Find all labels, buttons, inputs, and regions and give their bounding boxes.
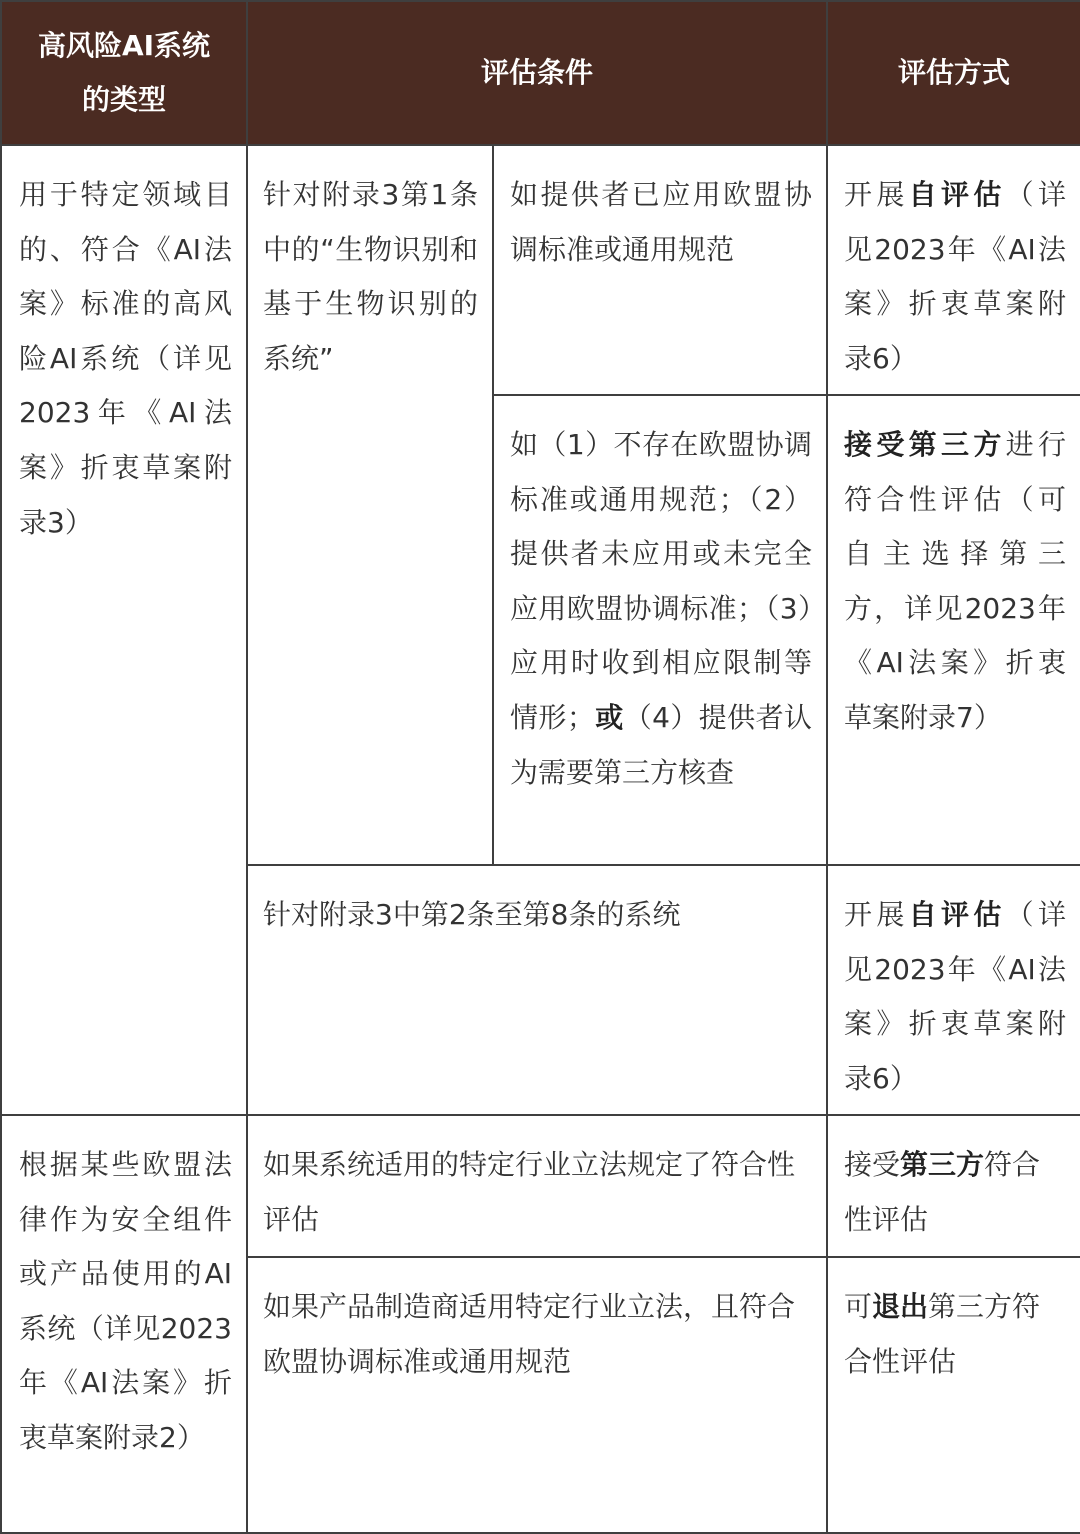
method-self-2-pre: 开展 [844, 898, 909, 931]
method-self-1-pre: 开展 [844, 178, 909, 211]
table-row [1, 1115, 1080, 1257]
method-self-2-bold: 自评估 [908, 898, 1006, 931]
method-third-1-post: 进行符合性评估（可自主选择第三方，详见2023年《AI法案》折衷草案附录7） [844, 428, 1067, 734]
method-self-1-bold: 自评估 [908, 178, 1006, 211]
header-ai-system-type-line1: 高风险AI系统 [37, 29, 211, 62]
condition-manufacturer: 如果产品制造商适用特定行业立法，且符合欧盟协调标准或通用规范 [247, 1257, 827, 1533]
method-exit-bold: 退出 [872, 1290, 929, 1323]
condition-standards-applied: 如提供者已应用欧盟协调标准或通用规范 [493, 145, 827, 395]
method-self-assessment-1 [827, 145, 1080, 395]
method-opt-out [827, 1257, 1080, 1533]
system-type-annex2: 根据某些欧盟法律作为安全组件或产品使用的AI系统（详见2023年《AI法案》折衷草案附录2） [1, 1115, 247, 1533]
method-self-assessment-2 [827, 865, 1080, 1115]
cond-not-applied-bold: 或 [594, 700, 624, 734]
condition-sector-legislation: 如果系统适用的特定行业立法规定了符合性评估 [247, 1115, 827, 1257]
header-ai-system-type-line2: 的类型 [81, 83, 166, 116]
method-third-1-bold: 接受第三方 [844, 428, 1006, 461]
method-self-2-post: （详见2023年《AI法案》折衷草案附录6） [844, 898, 1067, 1095]
header-assessment-condition: 评估条件 [247, 1, 827, 145]
method-third-party-1 [827, 395, 1080, 865]
method-third-party-2 [827, 1115, 1080, 1257]
system-type-annex3: 用于特定领域目的、符合《AI法案》标准的高风险AI系统（详见2023年《AI法案》折衷草案附录3） [1, 145, 247, 1115]
cond-not-applied-pre: 如（1）不存在欧盟协调标准或通用规范；（2）提供者未应用或未完全应用欧盟协调标准；（3）应用时收到相应限制等情形； [510, 428, 813, 734]
header-assessment-method: 评估方式 [827, 1, 1080, 145]
cond-not-applied-post: （4）提供者认为需要第三方核查 [510, 700, 812, 789]
condition-biometric: 针对附录3第1条中的“生物识别和基于生物识别的系统” [247, 145, 493, 865]
table-row [1, 145, 1080, 395]
method-third-2-pre: 接受 [844, 1148, 901, 1181]
header-ai-system-type [1, 1, 247, 145]
condition-annex3-items-2-8: 针对附录3中第2条至第8条的系统 [247, 865, 827, 1115]
method-third-2-post: 符合性评估 [844, 1148, 1041, 1236]
method-exit-pre: 可 [844, 1290, 873, 1323]
method-self-1-post: （详见2023年《AI法案》折衷草案附录6） [844, 178, 1067, 375]
header-row [1, 1, 1080, 145]
method-exit-post: 第三方符合性评估 [844, 1290, 1041, 1378]
condition-standards-not-applied [493, 395, 827, 865]
method-third-2-bold: 第三方 [900, 1148, 985, 1181]
